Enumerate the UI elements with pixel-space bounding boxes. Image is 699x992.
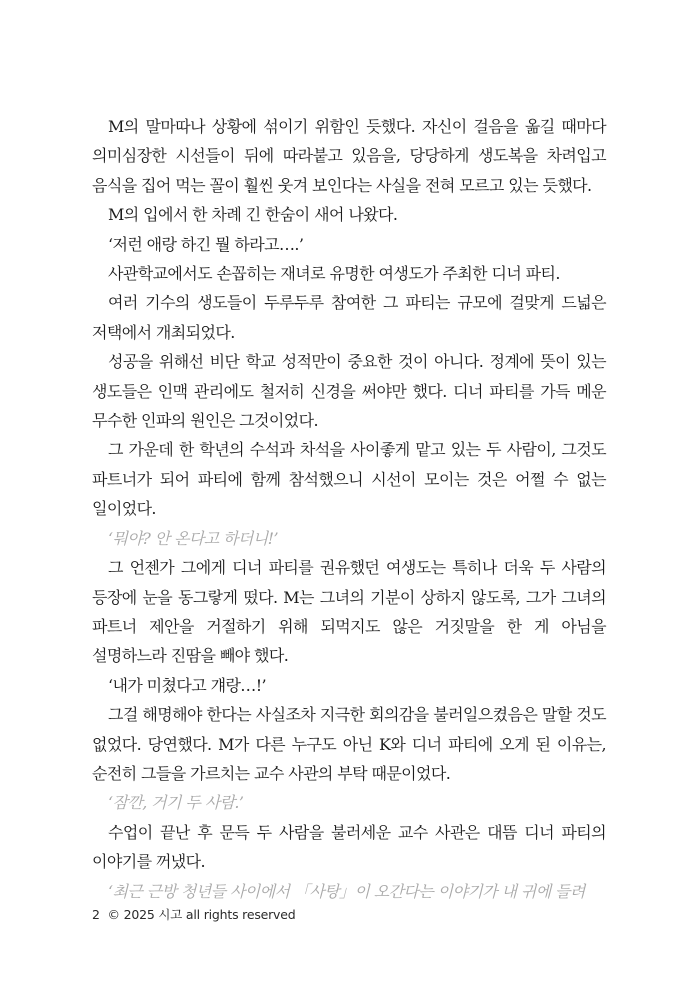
paragraph: ‘저런 애랑 하긴 뭘 하라고….’ [108, 234, 304, 254]
italic-quote-paragraph: ‘잠깐, 거기 두 사람.’ [108, 793, 244, 813]
italic-quote-paragraph: ‘뭐야? 안 온다고 하더니!’ [108, 528, 278, 548]
body-text [92, 112, 606, 906]
page-number: 2 [92, 907, 100, 922]
paragraph: ‘내가 미쳤다고 걔랑…!’ [108, 675, 267, 695]
paragraph: 사관학교에서도 손꼽히는 재녀로 유명한 여생도가 주최한 디너 파티. [108, 264, 560, 284]
paragraph: 그 언젠가 그에게 디너 파티를 권유했던 여생도는 특히나 더욱 두 사람의 등장에 눈을 동그랗게 떴다. M는 그녀의 기분이 상하지 않도록, 그가 그녀의 파트너 제안을 거절하기 위해 되먹지도 않은 거짓말을 한 게 아님을 설명하느라 진땀을 빼야 했다. [92, 558, 606, 666]
paragraph: M의 입에서 한 차례 긴 한숨이 새어 나왔다. [108, 205, 398, 225]
paragraph: 그걸 해명해야 한다는 사실조차 지극한 회의감을 불러일으켰음은 말할 것도 없었다. 당연했다. M가 다른 누구도 아닌 K와 디너 파티에 오게 된 이유는, 순전히 그들을 가르치는 교수 사관의 부탁 때문이었다. [92, 705, 606, 783]
paragraph: 성공을 위해선 비단 학교 성적만이 중요한 것이 아니다. 정계에 뜻이 있는 생도들은 인맥 관리에도 철저히 신경을 써야만 했다. 디너 파티를 가득 메운 무수한 인파의 원인은 그것이었다. [92, 352, 606, 431]
paragraph: M의 말마따나 상황에 섞이기 위함인 듯했다. 자신이 걸음을 옮길 때마다 의미심장한 시선들이 뒤에 따라붙고 있음을, 당당하게 생도복을 차려입고 음식을 집어 먹는 꼴이 훨씬 웃겨 보인다는 사실을 전혀 모르고 있는 듯했다. [92, 117, 606, 195]
italic-quote-paragraph: ‘최근 근방 청년들 사이에서 「사탕」이 오간다는 이야기가 내 귀에 들려 [108, 881, 585, 901]
page-footer [92, 905, 295, 923]
paragraph: 수업이 끝난 후 문득 두 사람을 불러세운 교수 사관은 대뜸 디너 파티의 이야기를 꺼냈다. [92, 822, 606, 872]
copyright-notice: © 2025 시고 all rights reserved [107, 907, 296, 922]
paragraph: 여러 기수의 생도들이 두루두루 참여한 그 파티는 규모에 걸맞게 드넓은 저택에서 개최되었다. [92, 293, 606, 342]
paragraph: 그 가운데 한 학년의 수석과 차석을 사이좋게 맡고 있는 두 사람이, 그것도 파트너가 되어 파티에 함께 참석했으니 시선이 모이는 것은 어쩔 수 없는 일이었다. [92, 440, 606, 519]
